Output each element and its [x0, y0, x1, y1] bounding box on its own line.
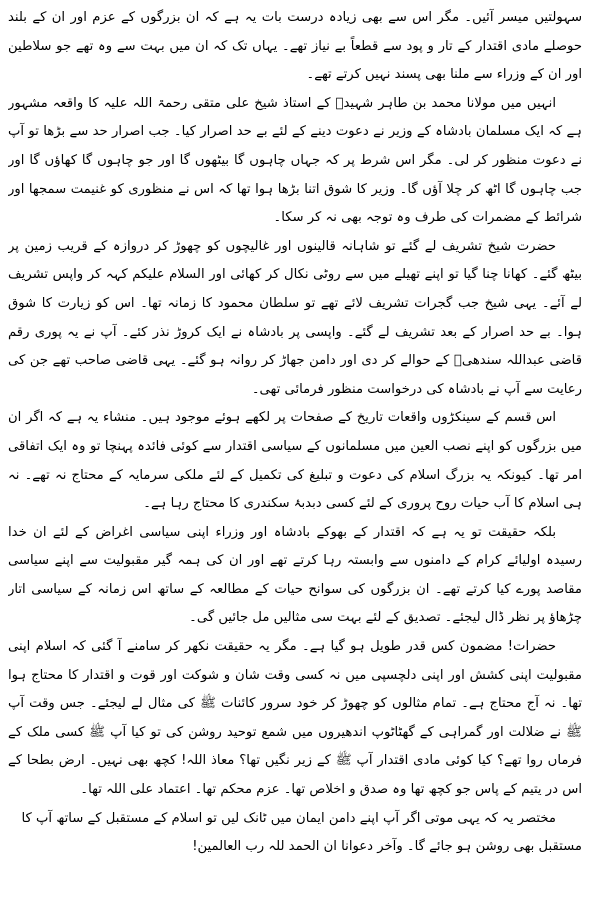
paragraph-1: سہولتیں میسر آئیں۔ مگر اس سے بھی زیادہ درست بات یہ ہے کہ ان بزرگوں کے عزم اور ان کے بلند حوصلے مادی اقتدار کے تار و پود سے قطعاً بے نیاز تھے۔ یہاں تک کہ ان میں بہت سے وہ تھے جو سلاطین اور ان کے وزراء سے ملنا بھی پسند نہیں کرتے تھے۔ — [8, 10, 582, 83]
document-page — [8, 4, 582, 901]
paragraph-4: اس قسم کے سینکڑوں واقعات تاریخ کے صفحات پر لکھے ہوئے موجود ہیں۔ منشاء یہ ہے کہ اگر ان میں بزرگوں کو اپنے نصب العین میں مسلمانوں کے سیاسی اقتدار سے کوئی فائدہ پہنچا تو وہ ایک اتفاقی امر تھا۔ کیونکہ یہ بزرگ اسلام کی دعوت و تبلیغ کی تکمیل کے لئے ملکی سرمایہ کے محتاج نہ تھے۔ نہ ہی اسلام کا آب حیات روح پروری کے لئے کسی دبدبۂ سکندری کا محتاج رہا ہے۔ — [8, 410, 582, 512]
paragraph-5: بلکہ حقیقت تو یہ ہے کہ اقتدار کے بھوکے بادشاہ اور وزراء اپنی سیاسی اغراض کے لئے ان خدا رسیدہ اولیائے کرام کے دامنوں سے وابستہ رہا کرتے تھے اور ان کی ہمہ گیر مقبولیت سے اپنے سیاسی مقاصد پورے کیا کرتے تھے۔ ان بزرگوں کی سوانح حیات کے مطالعہ کے ساتھ اس زمانہ کے سیاسی اتار چڑھاؤ پر نظر ڈال لیجئے۔ تصدیق کے لئے بہت سی مثالیں مل جائیں گی۔ — [8, 524, 582, 626]
paragraph-2: انہیں میں مولانا محمد بن طاہر شہیدؒ کے استاذ شیخ علی متقی رحمۃ اللہ علیہ کا واقعہ مشہور ہے کہ ایک مسلمان بادشاہ کے وزیر نے دعوت دینے کے لئے بے حد اصرار کیا۔ جب اصرار حد سے بڑھا تو آپ نے دعوت منظور کر لی۔ مگر اس شرط پر کہ جہاں چاہوں گا بیٹھوں گا اور جو چاہوں گا کھاؤں گا اور جب چاہوں گا اٹھ کر چلا آؤں گا۔ وزیر کا شوق اتنا بڑھا ہوا تھا کہ اس نے منظوری کو غنیمت سمجھا اور شرائط کے مضمرات کی طرف وہ توجہ بھی نہ کر سکا۔ — [8, 95, 582, 226]
paragraph-7: مختصر یہ کہ یہی موتی اگر آپ اپنے دامن ایمان میں ٹانک لیں تو اسلام کے مستقبل کے ساتھ آپ کا مستقبل بھی روشن ہو جائے گا۔ وآخر دعوانا ان الحمد للہ رب العالمین! — [21, 810, 582, 855]
paragraph-3: حضرت شیخ تشریف لے گئے تو شاہانہ قالینوں اور غالیچوں کو چھوڑ کر دروازہ کے قریب زمین پر بیٹھ گئے۔ کھانا چنا گیا تو اپنے تھیلے میں سے روٹی نکال کر کھائی اور السلام علیکم کہہ کر واپس تشریف لے آئے۔ یہی شیخ جب گجرات تشریف لائے تھے تو سلطان محمود کا زمانہ تھا۔ اس کو زیارت کا شوق ہوا۔ بے حد اصرار کے بعد تشریف لے گئے۔ واپسی پر بادشاہ نے ایک کروڑ نذر کئے۔ آپ نے یہ پوری رقم قاضی عبداللہ سندھیؒ کے حوالے کر دی اور دامن جھاڑ کر روانہ ہو گئے۔ یہی قاضی صاحب تھے جن کی رعایت سے آپ نے بادشاہ کی درخواست منظور فرمائی تھی۔ — [8, 238, 582, 397]
paragraph-6: حضرات! مضمون کس قدر طویل ہو گیا ہے۔ مگر یہ حقیقت نکھر کر سامنے آ گئی کہ اسلام اپنی مقبولیت اپنی کشش اور اپنی دلچسپی میں نہ کسی وقت شان و شوکت اور قوت و اقتدار کا محتاج ہوا تھا۔ نہ آج محتاج ہے۔ تمام مثالوں کو چھوڑ کر خود سرور کائنات ﷺ کی مثال لے لیجئے۔ جس وقت آپ ﷺ نے ضلالت اور گمراہی کے گھٹاٹوپ اندھیروں میں شمع توحید روشن کی تو کیا آپ ﷺ کسی ملک کے فرماں روا تھے؟ کیا کوئی مادی اقتدار آپ ﷺ کے زیر نگیں تھا؟ معاذ اللہ! کچھ بھی نہیں۔ ارض بطحا کے اس در یتیم کے پاس جو کچھ تھا وہ صدق و اخلاص تھا۔ عزم محکم تھا۔ اعتماد علی اللہ تھا۔ — [8, 639, 582, 798]
